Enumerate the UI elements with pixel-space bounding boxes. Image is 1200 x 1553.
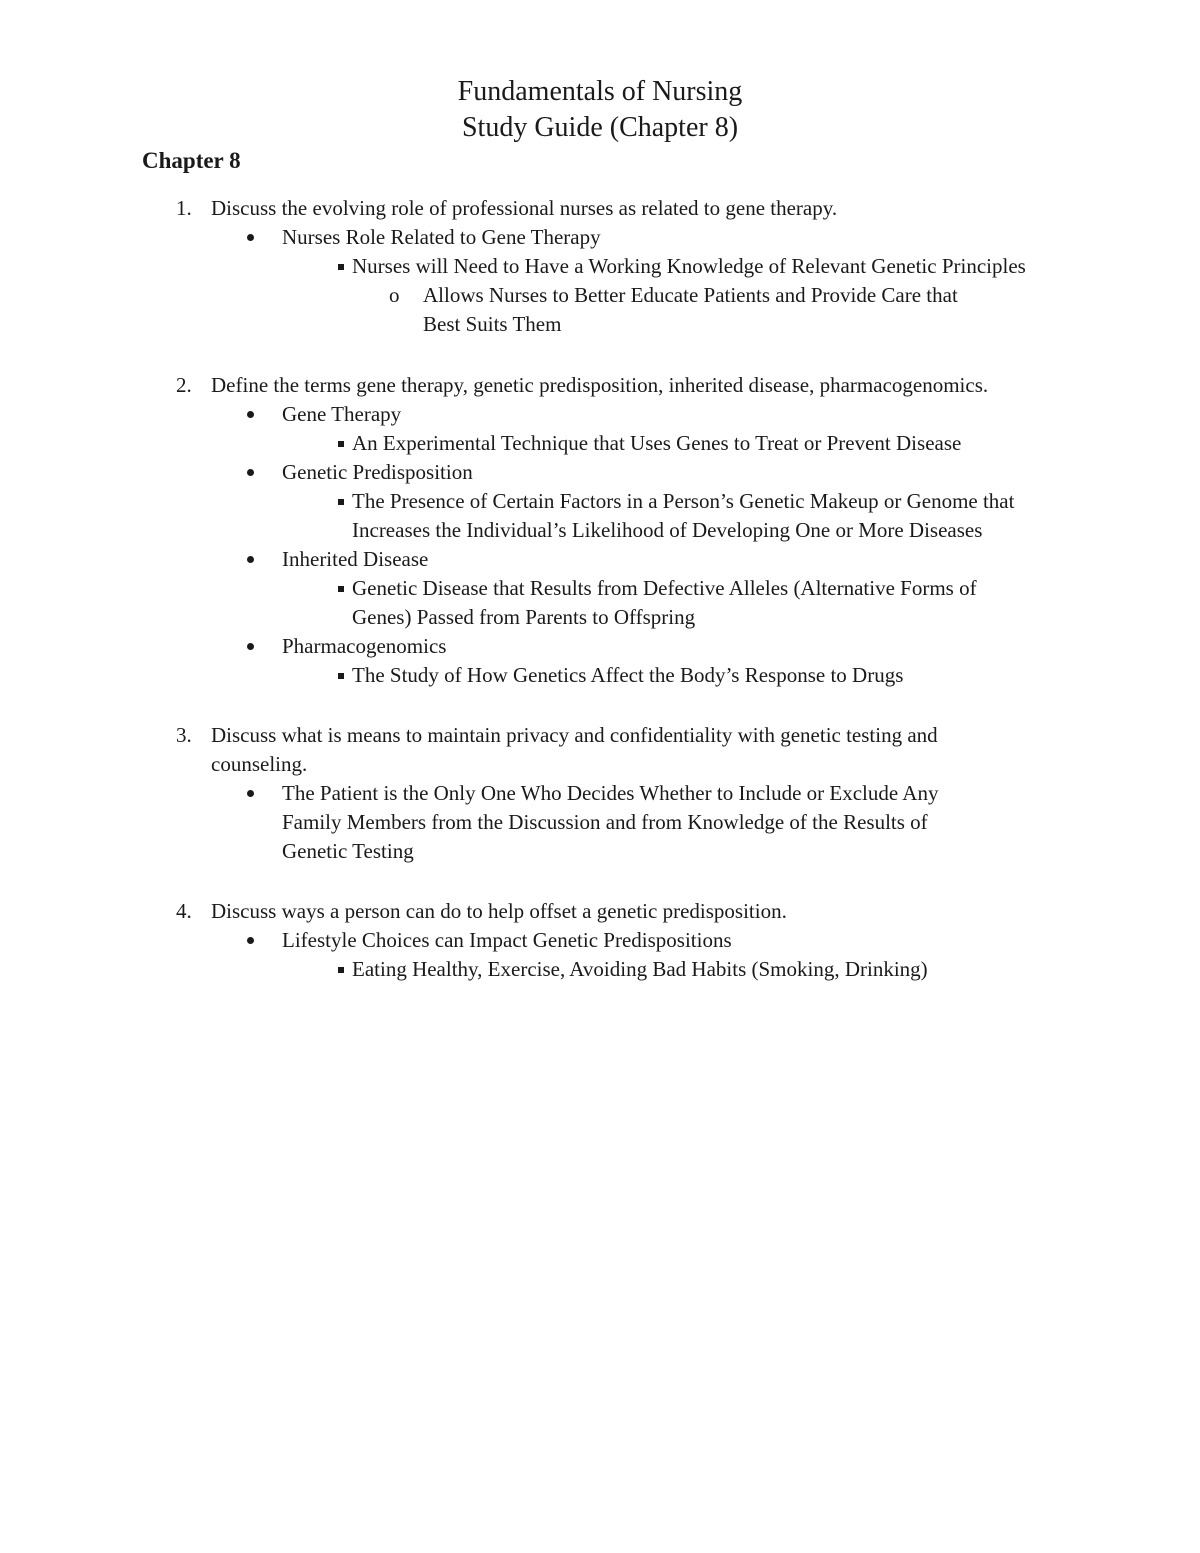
sub-bullet-item: An Experimental Technique that Uses Genes to Treat or Prevent Disease bbox=[352, 429, 1076, 458]
question-2 bbox=[176, 371, 1076, 400]
question-1 bbox=[176, 194, 1076, 223]
title-line-2: Study Guide (Chapter 8) bbox=[461, 112, 739, 143]
bullet-item: Pharmacogenomics bbox=[282, 632, 1076, 661]
question-4 bbox=[176, 897, 1076, 926]
document-title bbox=[0, 74, 1200, 146]
question-3 bbox=[176, 721, 1076, 779]
question-1-answer bbox=[176, 223, 1076, 339]
title-line-1: Fundamentals of Nursing bbox=[457, 76, 743, 107]
sub-bullet-item: Genetic Disease that Results from Defective Alleles (Alternative Forms of Genes) Passed from Parents to Offspring bbox=[352, 574, 1076, 632]
question-4-answer bbox=[176, 926, 1076, 984]
question-text: Define the terms gene therapy, genetic predisposition, inherited disease, pharmacogenomics. bbox=[211, 373, 989, 397]
question-2-answer bbox=[176, 400, 1076, 690]
bullet-item: Gene Therapy bbox=[282, 400, 1076, 429]
question-3-answer bbox=[176, 779, 1076, 866]
question-text: Discuss ways a person can do to help offset a genetic predisposition. bbox=[211, 899, 787, 923]
bullet-item: The Patient is the Only One Who Decides Whether to Include or Exclude Any Family Members from the Discussion and from Knowledge of the Results of Genetic Testing bbox=[282, 779, 1076, 866]
bullet-item: Lifestyle Choices can Impact Genetic Predispositions bbox=[282, 926, 1076, 955]
question-text: Discuss the evolving role of professional nurses as related to gene therapy. bbox=[211, 196, 838, 220]
sub-bullet-item: The Study of How Genetics Affect the Body’s Response to Drugs bbox=[352, 661, 1076, 690]
sub-bullet-item: Eating Healthy, Exercise, Avoiding Bad Habits (Smoking, Drinking) bbox=[352, 955, 1076, 984]
question-number: 2. bbox=[176, 373, 192, 397]
question-number: 3. bbox=[176, 723, 192, 747]
question-number: 4. bbox=[176, 899, 192, 923]
bullet-item: Nurses Role Related to Gene Therapy bbox=[282, 223, 1076, 252]
chapter-heading: Chapter 8 bbox=[142, 148, 241, 173]
question-text-cont: counseling. bbox=[211, 752, 308, 776]
sub-bullet-item: Nurses will Need to Have a Working Knowledge of Relevant Genetic Principles bbox=[352, 252, 1076, 281]
sub-bullet-item: The Presence of Certain Factors in a Person’s Genetic Makeup or Genome that Increases the Individual’s Likelihood of Developing One or More Diseases bbox=[352, 487, 1076, 545]
bullet-item: Genetic Predisposition bbox=[282, 458, 1076, 487]
sub-sub-bullet-item: o Allows Nurses to Better Educate Patients and Provide Care that Best Suits Them bbox=[423, 281, 1076, 339]
question-number: 1. bbox=[176, 196, 192, 220]
question-text: Discuss what is means to maintain privacy and confidentiality with genetic testing and bbox=[211, 723, 938, 747]
bullet-item: Inherited Disease bbox=[282, 545, 1076, 574]
